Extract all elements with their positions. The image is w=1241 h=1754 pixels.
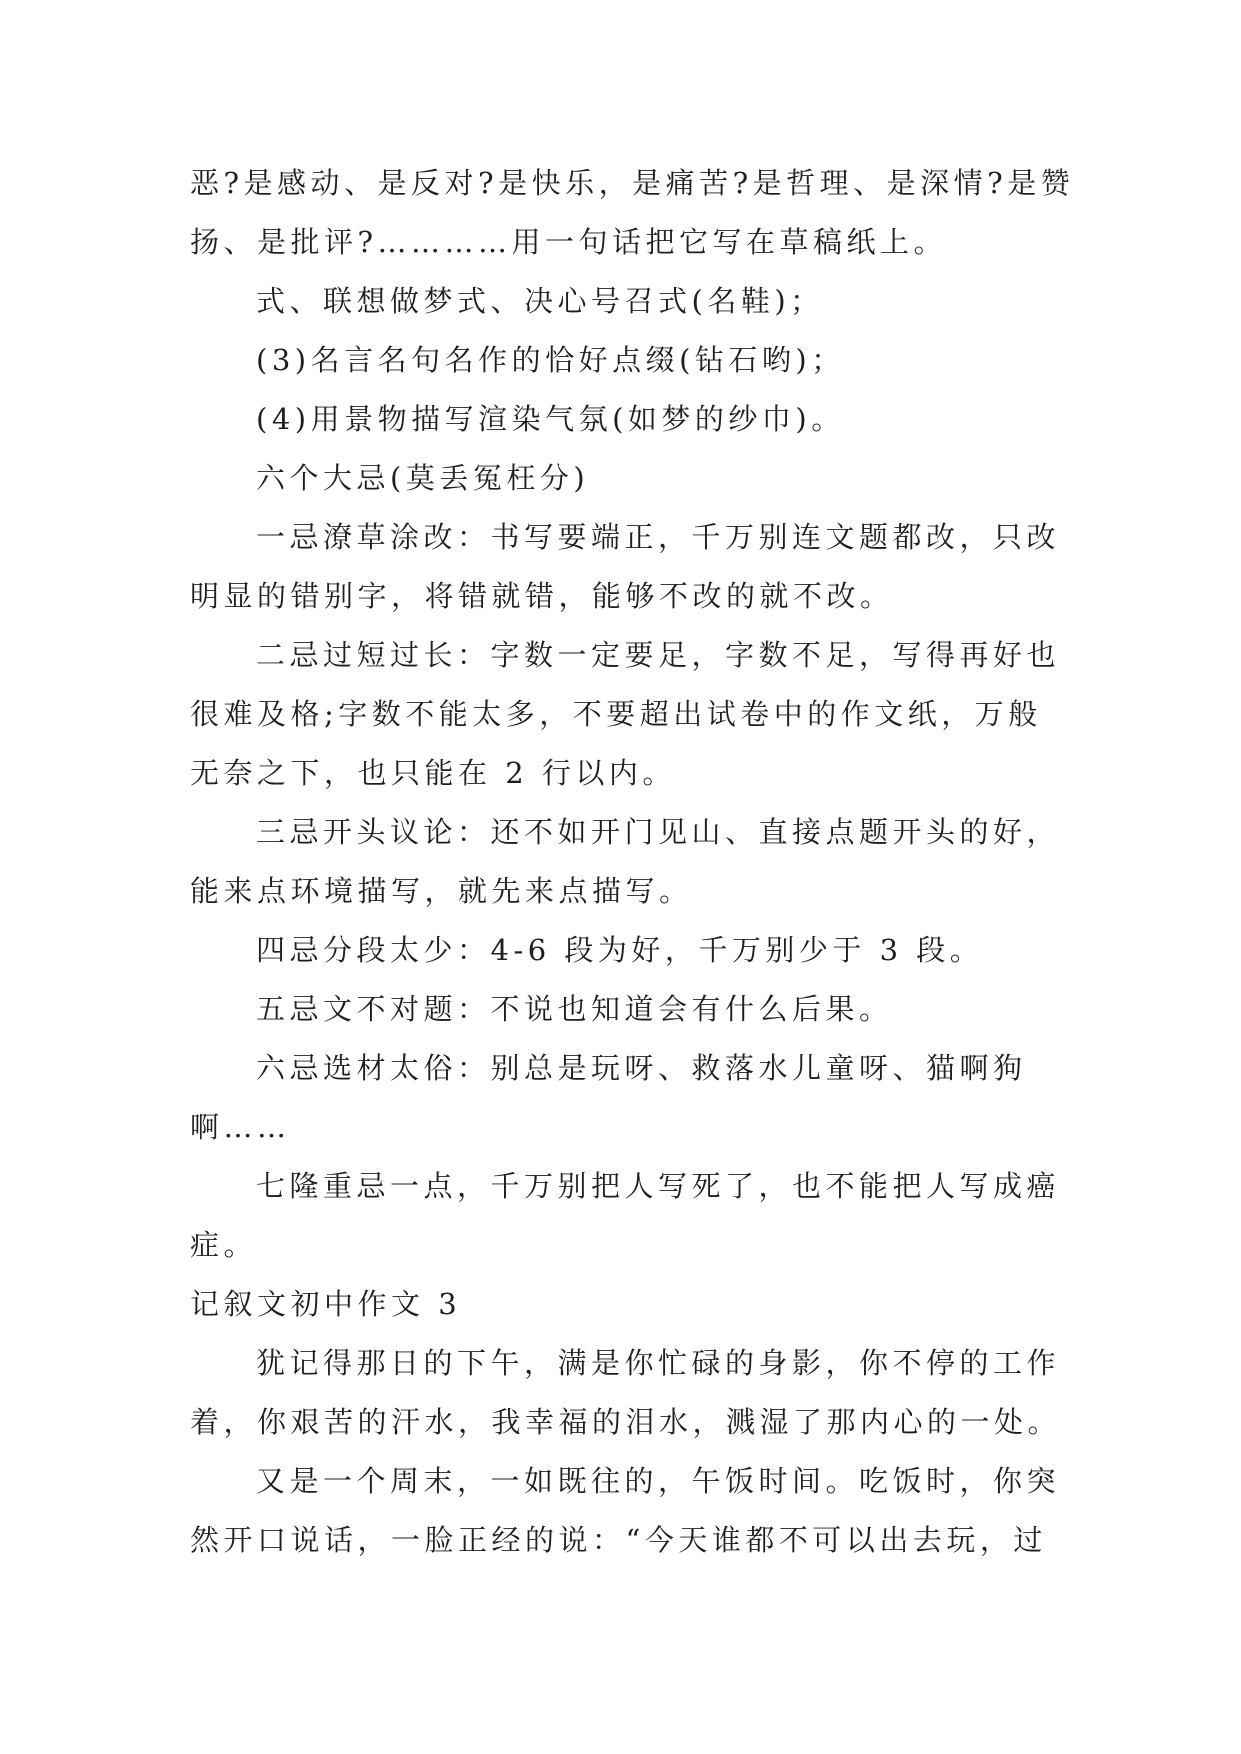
text-line: 能来点环境描写，就先来点描写。 <box>190 874 693 908</box>
text-line: 犹记得那日的下午，满是你忙碌的身影，你不停的工作 <box>256 1346 1061 1380</box>
text-line: (4)用景物描写渲染气氛(如梦的纱巾)。 <box>256 402 845 436</box>
text-line: 六忌选材太俗：别总是玩呀、救落水儿童呀、猫啊狗 <box>256 1051 1027 1085</box>
text-line: 式、联想做梦式、决心号召式(名鞋)； <box>256 284 824 318</box>
text-line: 明显的错别字，将错就错，能够不改的就不改。 <box>190 579 894 613</box>
text-line: 二忌过短过长：字数一定要足，字数不足，写得再好也 <box>256 638 1061 672</box>
text-line: 三忌开头议论：还不如开门见山、直接点题开头的好， <box>256 815 1061 849</box>
text-line: 又是一个周末，一如既往的，午饭时间。吃饭时，你突 <box>256 1464 1061 1498</box>
section-heading: 六个大忌(莫丢冤枉分) <box>256 461 590 495</box>
text-line: 很难及格;字数不能太多，不要超出试卷中的作文纸，万般 <box>190 697 1042 731</box>
text-line: 五忌文不对题：不说也知道会有什么后果。 <box>256 992 893 1026</box>
text-line: 七隆重忌一点，千万别把人写死了，也不能把人写成癌 <box>256 1169 1061 1203</box>
text-line: 啊…… <box>190 1110 291 1144</box>
text-line: 恶?是感动、是反对?是快乐，是痛苦?是哲理、是深情?是赞 <box>190 166 1075 200</box>
section-heading: 记叙文初中作文 3 <box>190 1287 462 1321</box>
text-line: 无奈之下，也只能在 2 行以内。 <box>190 756 676 790</box>
text-line: 然开口说话，一脸正经的说：“今天谁都不可以出去玩，过 <box>190 1523 1047 1557</box>
text-line: (3)名言名句名作的恰好点缀(钻石哟)； <box>256 343 845 377</box>
text-line: 症。 <box>190 1228 258 1262</box>
text-line: 一忌潦草涂改：书写要端正，千万别连文题都改，只改 <box>256 520 1061 554</box>
text-line: 着，你艰苦的汗水，我幸福的泪水，溅湿了那内心的一处。 <box>190 1405 1062 1439</box>
text-line: 四忌分段太少：4-6 段为好，千万别少于 3 段。 <box>256 933 984 967</box>
text-line: 扬、是批评?…………用一句话把它写在草稿纸上。 <box>190 225 948 259</box>
